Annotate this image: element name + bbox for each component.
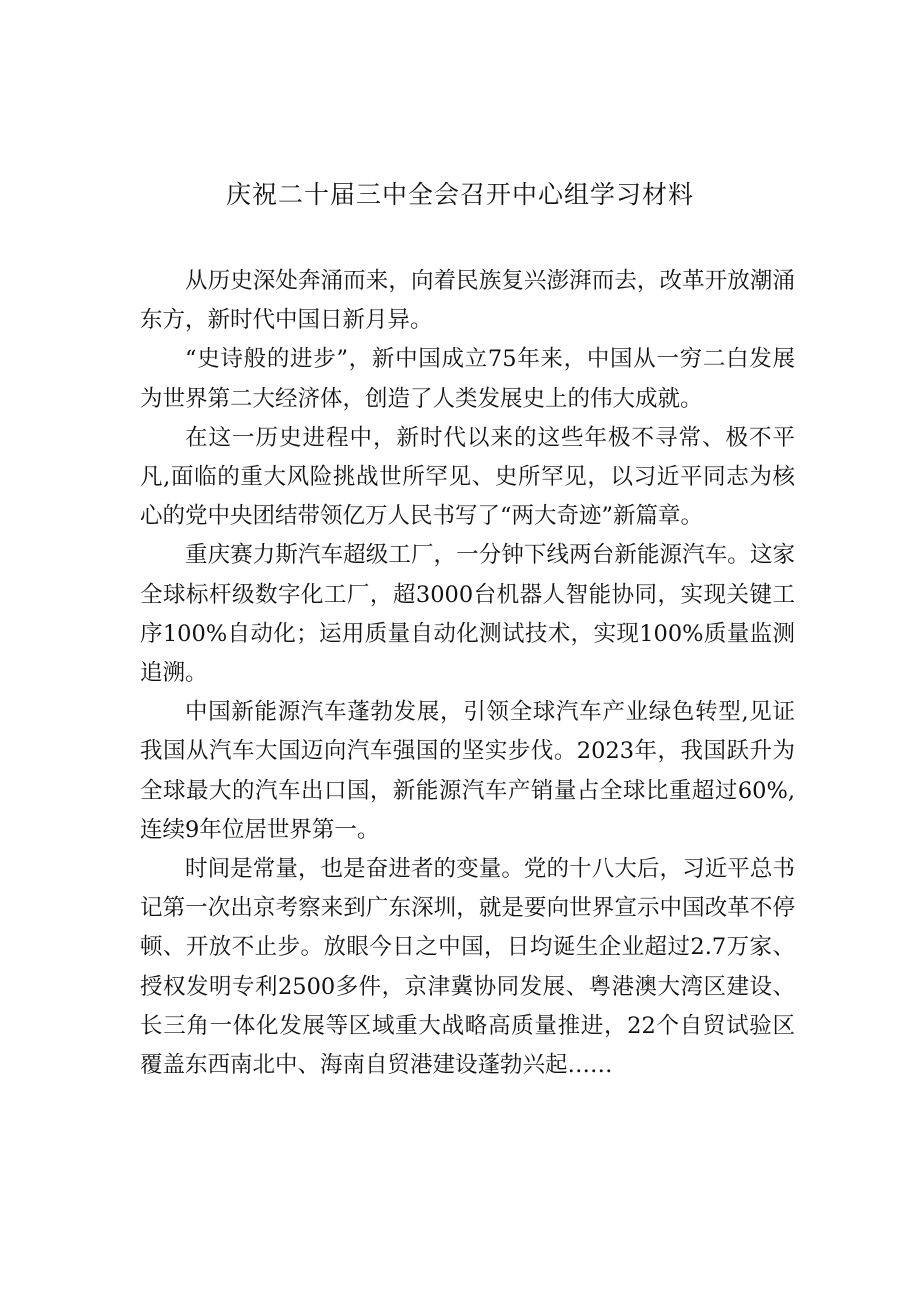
document-body	[140, 262, 795, 1085]
paragraph-4: 重庆赛力斯汽车超级工厂，一分钟下线两台新能源汽车。这家全球标杆级数字化工厂，超3000台机器人智能协同，实现关键工序100%自动化；运用质量自动化测试技术，实现100%质量监测追溯。	[140, 542, 795, 687]
paragraph-2: “史诗般的进步”，新中国成立75年来，中国从一穷二白发展为世界第二大经济体，创造了人类发展史上的伟大成就。	[140, 346, 795, 412]
document-title: 庆祝二十届三中全会召开中心组学习材料	[225, 180, 694, 209]
paragraph-5: 中国新能源汽车蓬勃发展，引领全球汽车产业绿色转型,见证我国从汽车大国迈向汽车强国的坚实步伐。2023年，我国跃升为全球最大的汽车出口国，新能源汽车产销量占全球比重超过60%,连续9年位居世界第一。	[140, 699, 795, 843]
paragraph-6: 时间是常量，也是奋进者的变量。党的十八大后，习近平总书记第一次出京考察来到广东深圳，就是要向世界宣示中国改革不停顿、开放不止步。放眼今日之中国，日均诞生企业超过2.7万家、授权发明专利2500多件，京津冀协同发展、粤港澳大湾区建设、长三角一体化发展等区域重大战略高质量推进，22个自贸试验区覆盖东西南北中、海南自贸港建设蓬勃兴起……	[140, 856, 795, 1079]
paragraph-3: 在这一历史进程中，新时代以来的这些年极不寻常、极不平凡,面临的重大风险挑战世所罕见、史所罕见，以习近平同志为核心的党中央团结带领亿万人民书写了“两大奇迹”新篇章。	[140, 424, 795, 530]
paragraph-1: 从历史深处奔涌而来，向着民族复兴澎湃而去，改革开放潮涌东方，新时代中国日新月异。	[140, 268, 795, 334]
